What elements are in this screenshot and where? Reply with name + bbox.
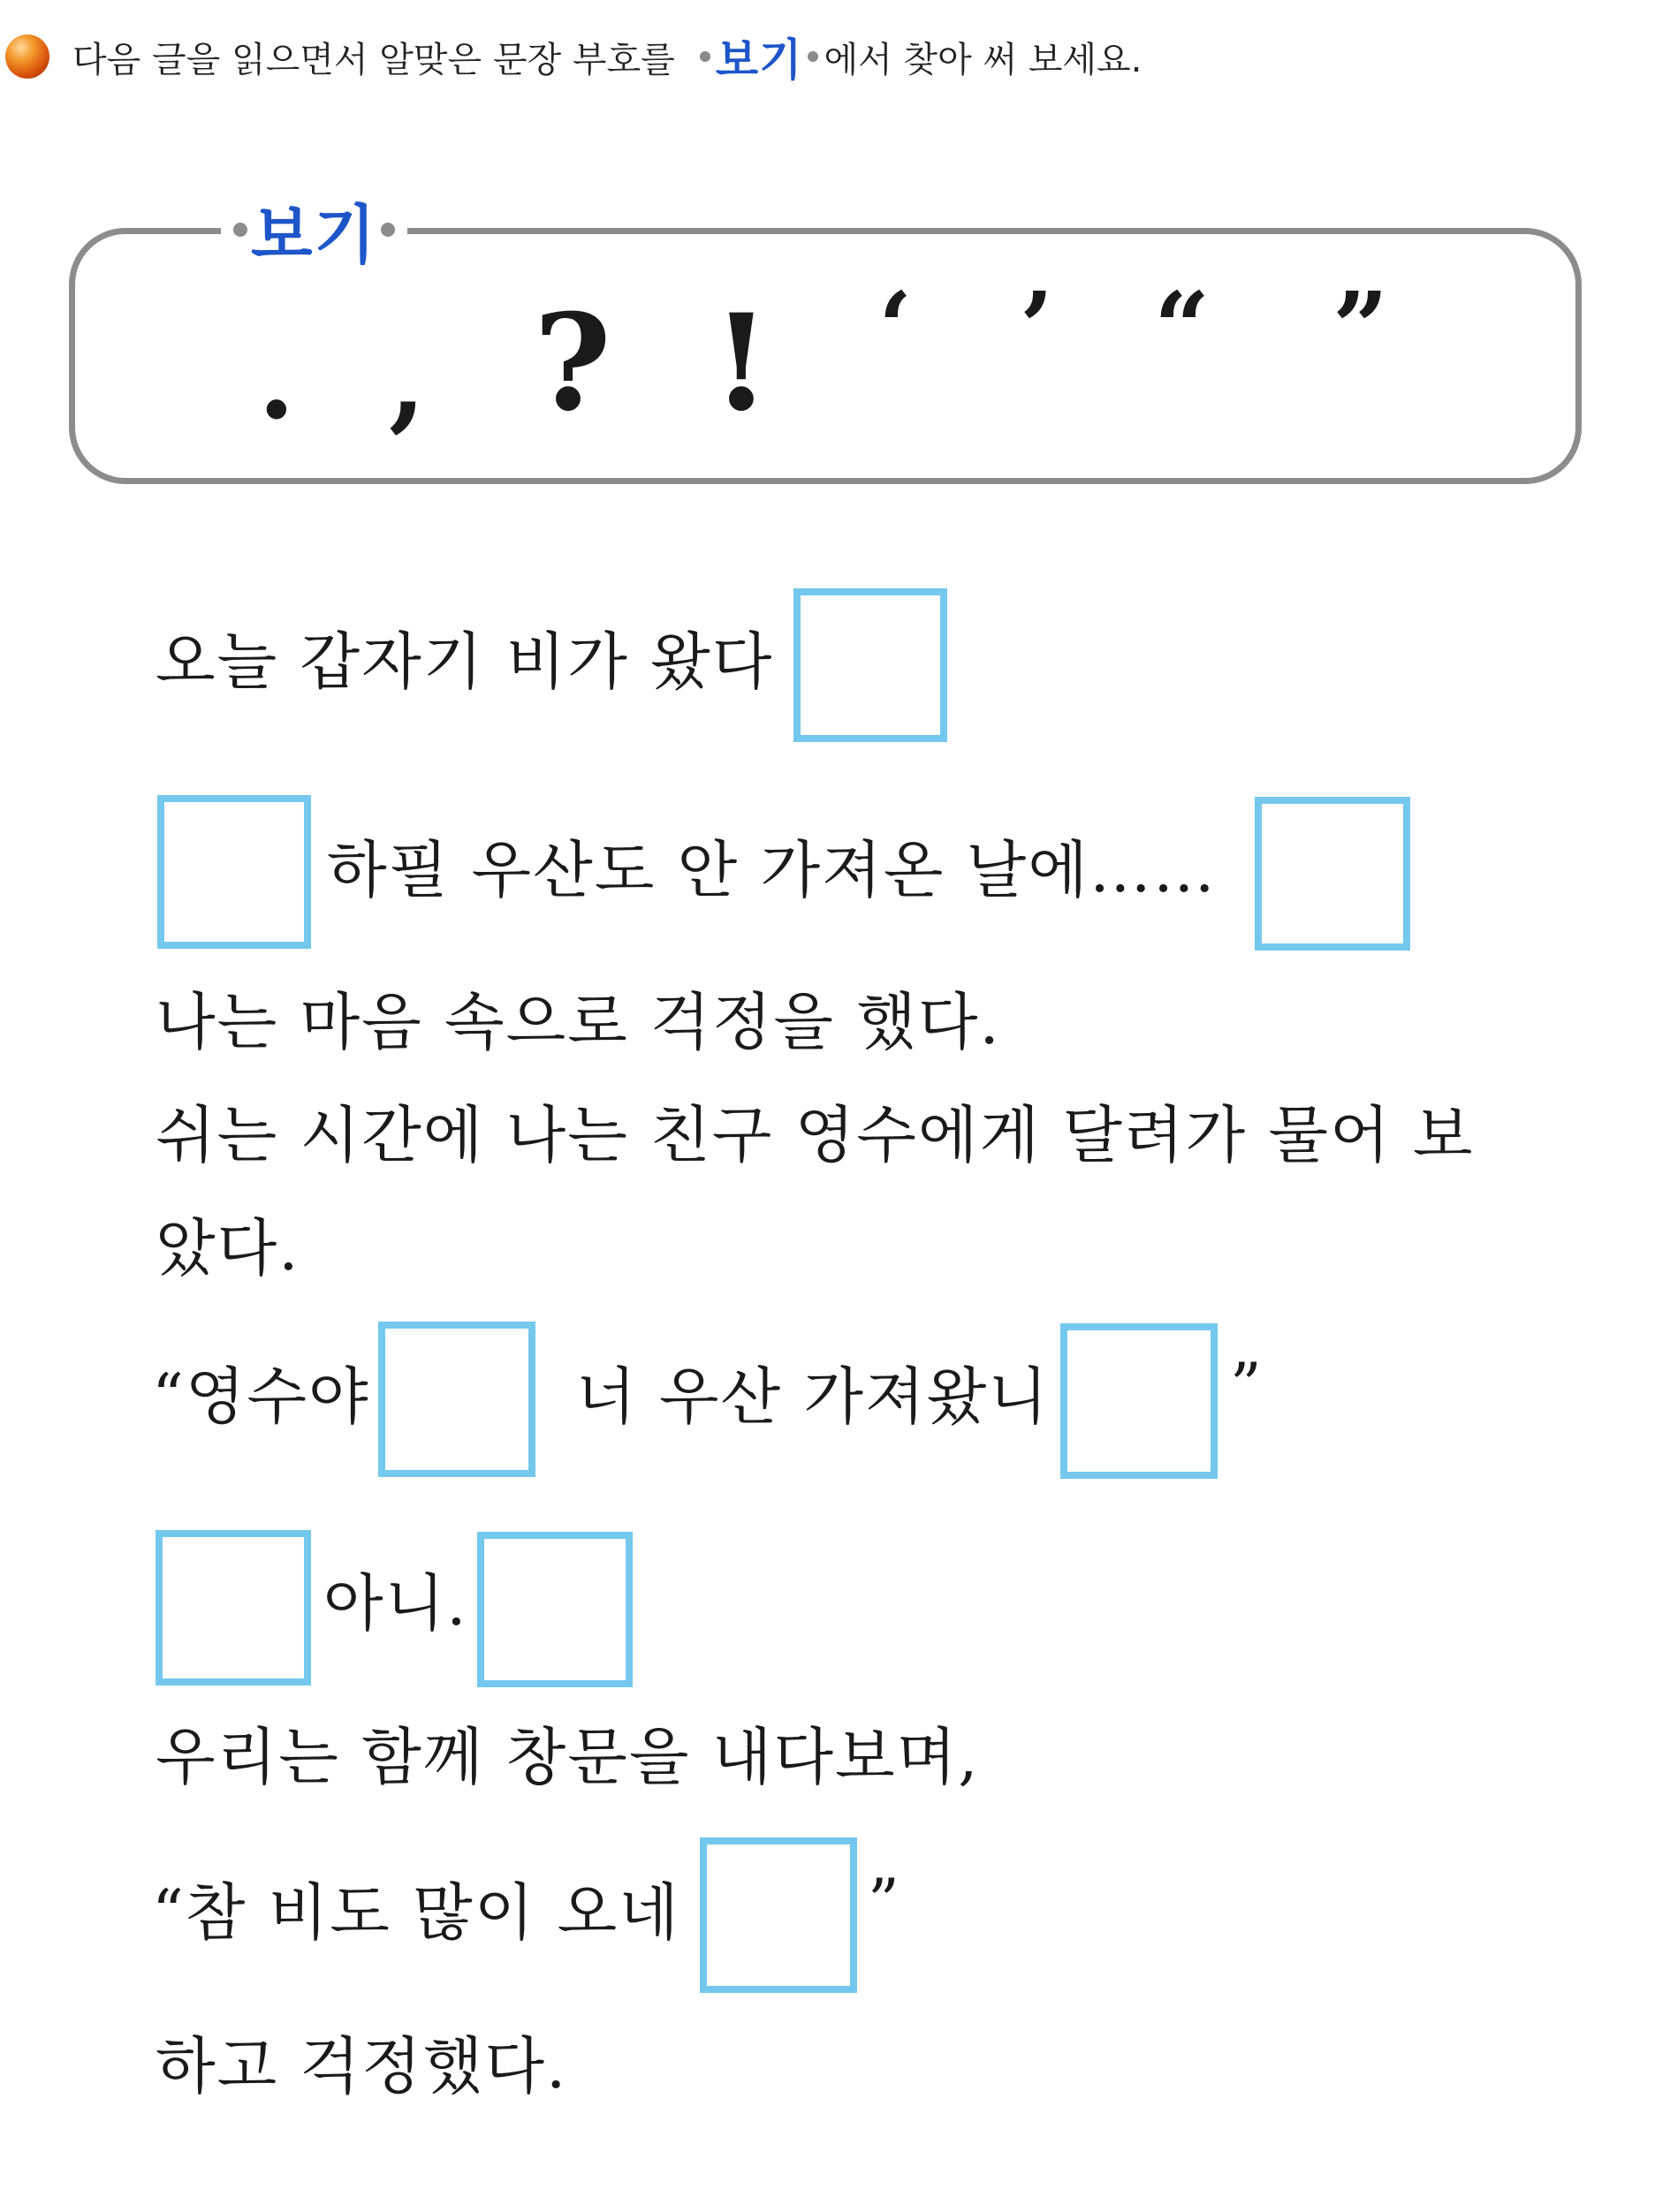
answer-box-3[interactable] [1255,797,1410,951]
answer-box-8[interactable] [700,1837,857,1993]
symbol-comma: , [389,319,426,443]
answer-box-4[interactable] [378,1322,535,1477]
symbol-double-open-quote: “ [1154,270,1211,384]
symbol-period: . [258,319,295,443]
story-line-2: 하필 우산도 안 가져온 날에…… [327,834,1217,906]
story-line-3: 나는 마음 속으로 걱정을 했다. [156,986,1001,1058]
story-line-1: 오늘 갑자기 비가 왔다 [156,625,774,698]
instruction-text: 다음 글을 읽으면서 알맞은 문장 부호를 [72,39,675,80]
example-box-label [221,193,407,272]
story-line-6-close: ” [1230,1350,1264,1422]
answer-box-7[interactable] [477,1532,633,1687]
orange-bullet-icon [5,34,49,79]
instruction [5,30,1142,86]
dot-icon [700,51,710,62]
symbol-exclamation-mark: ! [712,285,770,441]
answer-box-2[interactable] [157,795,311,949]
symbol-single-close-quote: ’ [1020,270,1054,384]
story-line-9-open: “참 비도 많이 오네 [152,1876,680,1949]
story-line-4: 쉬는 시간에 나는 친구 영수에게 달려가 물어 보 [156,1099,1475,1171]
instruction-keyword: 보기 [715,34,803,86]
story-line-5: 았다. [156,1212,300,1284]
story-line-7: 아니. [323,1567,468,1640]
dot-icon [808,51,818,62]
story-line-10: 하고 걱정했다. [156,2030,568,2102]
example-label-text: 보기 [251,198,378,272]
answer-box-5[interactable] [1060,1323,1218,1479]
instruction-text-end: 에서 찾아 써 보세요. [824,39,1142,80]
story-line-6-middle: 너 우산 가져왔니 [576,1360,1050,1433]
answer-box-6[interactable] [156,1530,311,1686]
symbol-single-open-quote: ‘ [878,270,913,384]
story-line-9-close: ” [868,1866,901,1938]
symbol-question-mark: ? [534,285,611,441]
answer-box-1[interactable] [793,588,947,742]
dot-icon [233,223,247,237]
dot-icon [381,223,395,237]
story-line-6-open: “영수야 [152,1360,370,1433]
story-line-8: 우리는 함께 창문을 내다보며, [156,1721,980,1793]
symbol-double-close-quote: ” [1332,270,1389,384]
